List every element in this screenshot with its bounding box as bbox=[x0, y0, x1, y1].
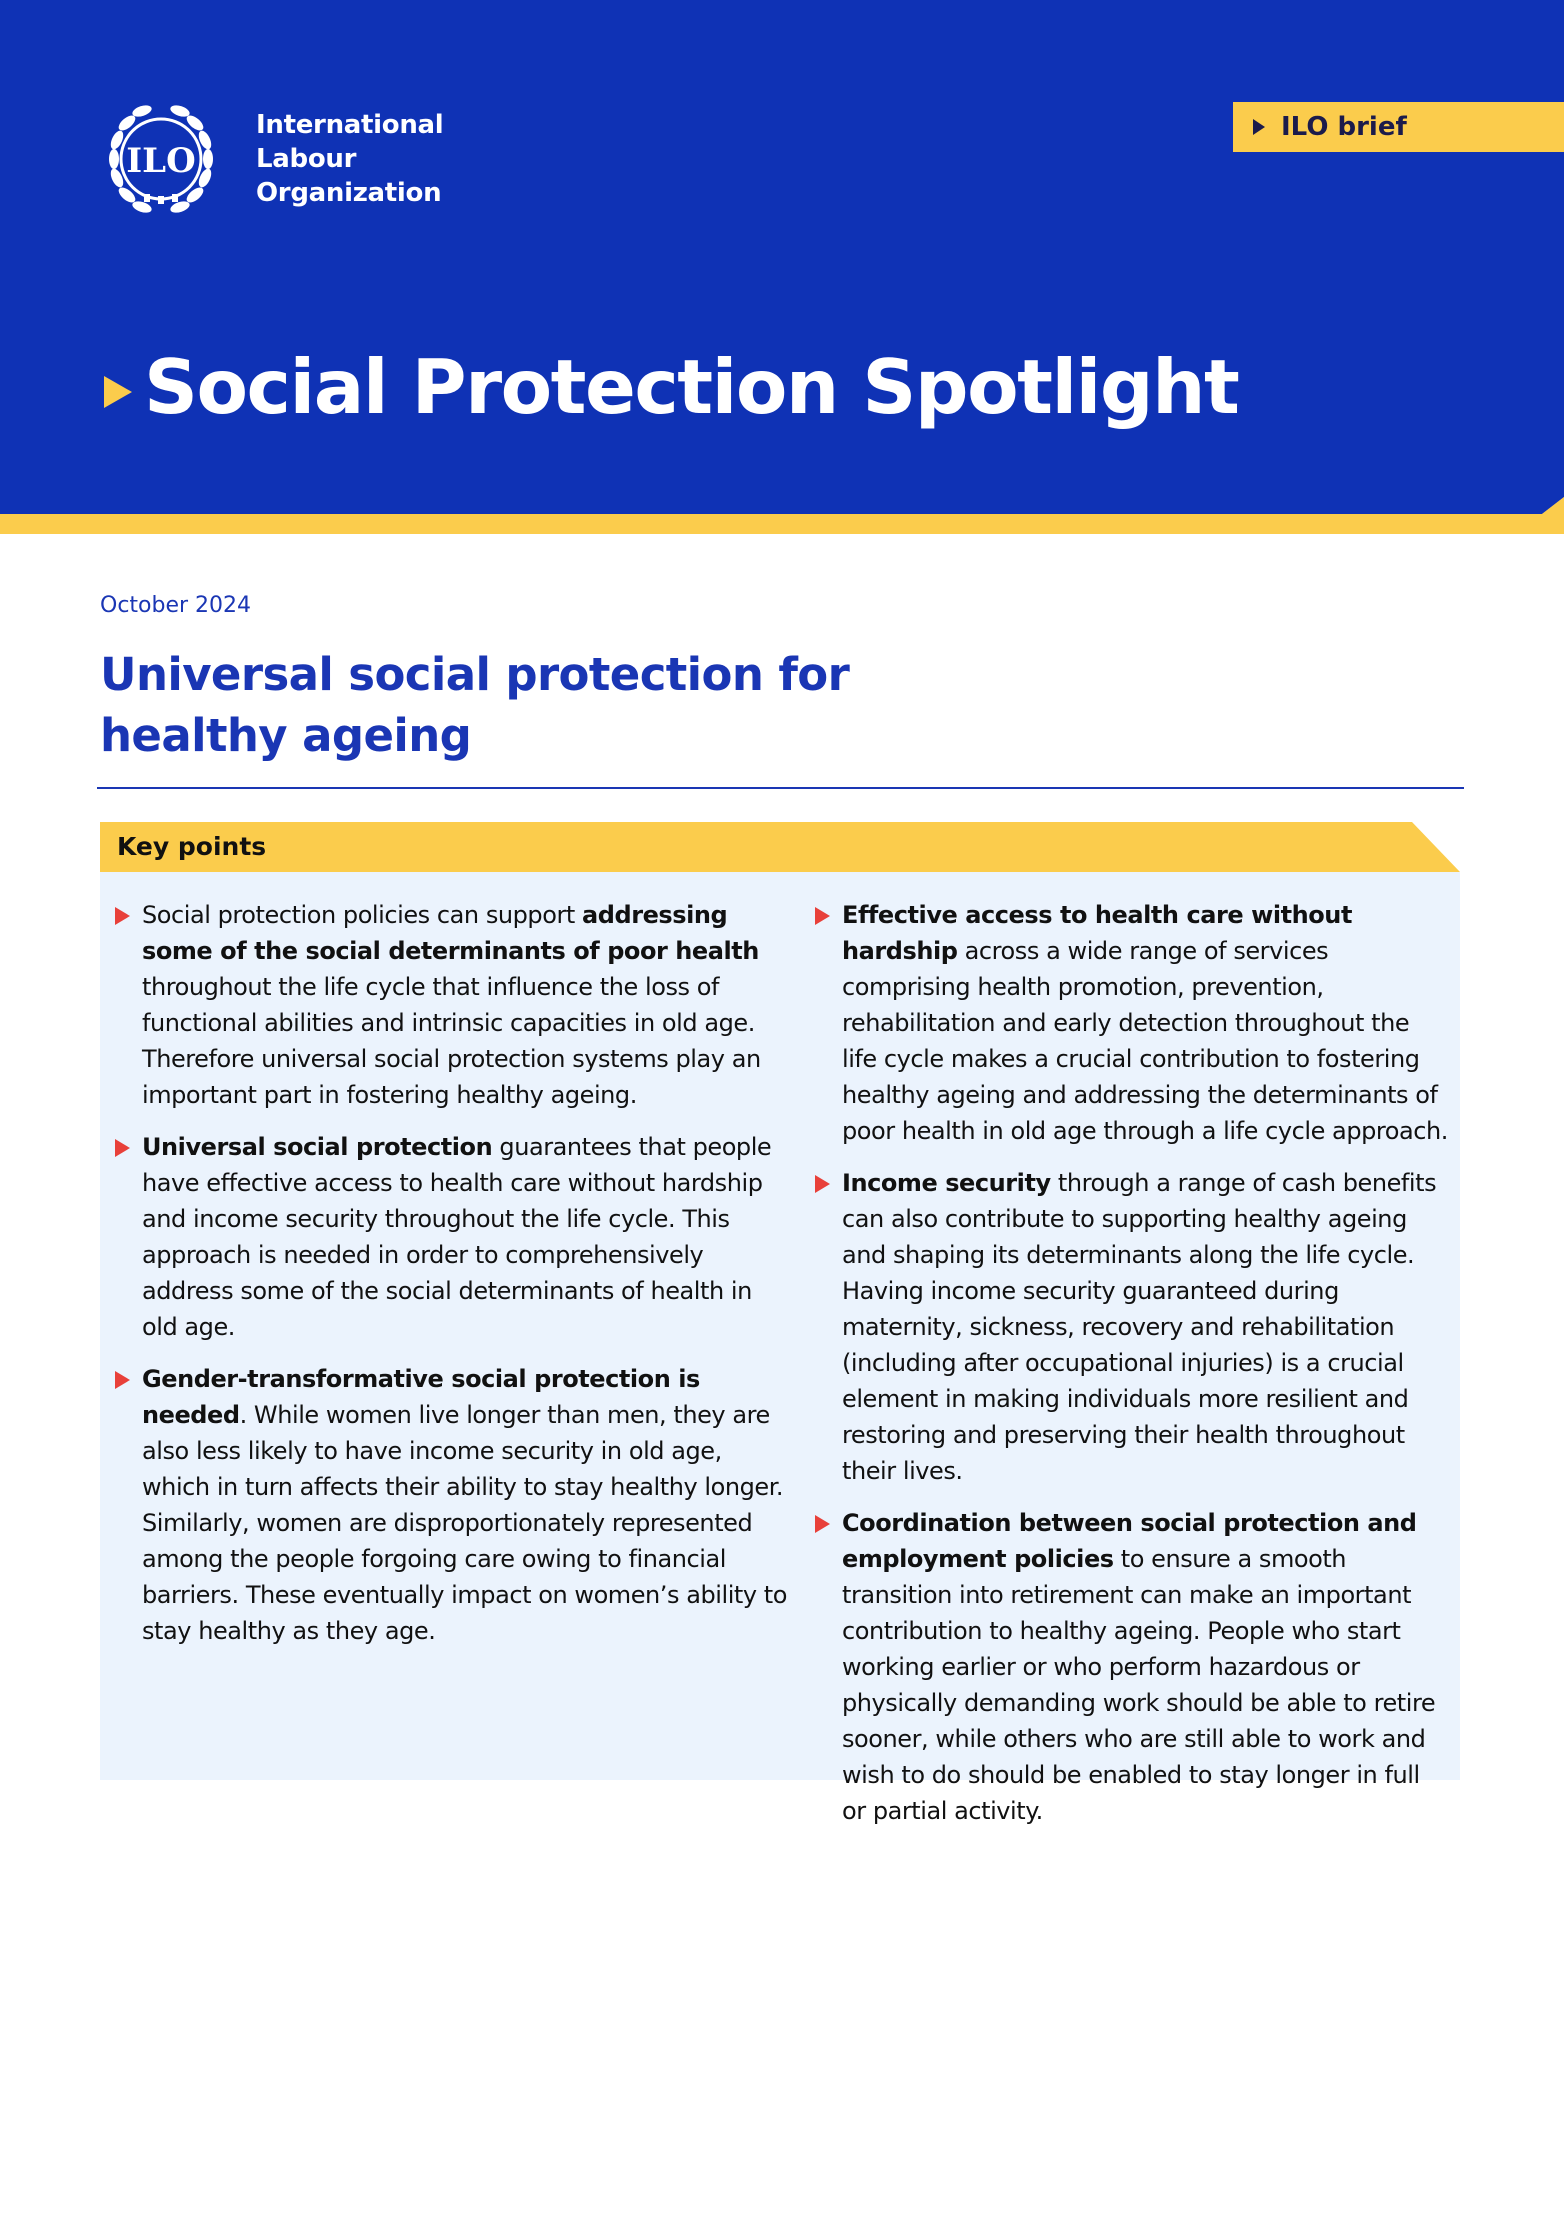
bullet-triangle-icon bbox=[815, 907, 830, 925]
list-item bbox=[810, 1165, 1450, 1489]
key-points-panel bbox=[100, 872, 1460, 1825]
bullet-triangle-icon bbox=[815, 1175, 830, 1193]
list-item bbox=[810, 1505, 1450, 1829]
header-band bbox=[0, 0, 1564, 534]
list-item bbox=[110, 1129, 790, 1345]
org-name bbox=[256, 108, 476, 210]
item-text: through a range of cash benefits can also contribute to supporting healthy ageing and shaping its determinants along the life cycle. Having income security guaranteed during maternity, sickness, recovery and rehabilitation (including after occupational injuries) is a crucial element in making individuals more resilient and restoring and preserving their health throughout their lives. bbox=[842, 1169, 1437, 1485]
item-text: across a wide range of services comprising health promotion, prevention, rehabilitation and early detection throughout the life cycle makes a crucial contribution to fostering healthy ageing and addressing the determinants of poor health in old age through a life cycle approach. bbox=[842, 937, 1448, 1145]
series-title bbox=[104, 343, 1239, 431]
brief-tag bbox=[1233, 102, 1564, 152]
publication-date: October 2024 bbox=[100, 593, 252, 618]
list-item bbox=[110, 1361, 790, 1649]
item-emphasis: Gender-transformative social protection is needed bbox=[142, 1365, 700, 1429]
ilo-logo bbox=[100, 98, 222, 220]
item-emphasis: Income security bbox=[842, 1169, 1051, 1197]
series-title-text: Social Protection Spotlight bbox=[144, 343, 1239, 431]
key-points-header-background bbox=[100, 822, 1460, 872]
title-divider bbox=[97, 787, 1464, 789]
item-text: . While women live longer than men, they are also less likely to have income security in old age, which in turn affects their ability to stay healthy longer. Similarly, women are disproportionately represented among the people forgoing care owing to financial barriers. These eventually impact on women’s ability to stay healthy as they age. bbox=[142, 1401, 788, 1645]
header-background bbox=[0, 0, 1564, 534]
page-title: Universal social protection for healthy ageing bbox=[100, 648, 850, 762]
item-text: to ensure a smooth transition into retirement can make an important contribution to healthy ageing. People who start working earlier or who perform hazardous or physically demanding work should be able to retire sooner, while others who are still able to work and wish to do should be enabled to stay longer in full or partial activity. bbox=[842, 1545, 1436, 1825]
key-points-header bbox=[100, 822, 1460, 872]
bullet-triangle-icon bbox=[115, 1371, 130, 1389]
bullet-triangle-icon bbox=[115, 1139, 130, 1157]
item-emphasis: Universal social protection bbox=[142, 1133, 493, 1161]
item-emphasis: Effective access to health care without hardship bbox=[842, 901, 1352, 965]
brief-tag-label: ILO brief bbox=[1281, 112, 1407, 142]
org-name-line-1: International bbox=[256, 110, 444, 140]
item-emphasis: Coordination between social protection and employment policies bbox=[842, 1509, 1417, 1573]
key-points-column-left bbox=[110, 897, 790, 1665]
org-name-line-2: Labour bbox=[256, 144, 357, 174]
bullet-triangle-icon bbox=[815, 1515, 830, 1533]
item-emphasis: addressing some of the social determinants of poor health bbox=[142, 901, 759, 965]
bullet-triangle-icon bbox=[115, 907, 130, 925]
key-points-heading: Key points bbox=[117, 832, 267, 861]
item-text: Social protection policies can support bbox=[142, 901, 582, 929]
play-triangle-icon bbox=[1253, 119, 1265, 135]
list-item bbox=[110, 897, 790, 1113]
org-name-line-3: Organization bbox=[256, 178, 442, 208]
logo-lettering: ILO bbox=[126, 141, 196, 181]
list-item bbox=[810, 897, 1450, 1149]
item-text: guarantees that people have effective access to health care without hardship and income security throughout the life cycle. This approach is needed in order to comprehensively address some of the social determinants of health in old age. bbox=[142, 1133, 772, 1341]
key-points-column-right bbox=[810, 897, 1450, 1845]
item-text: throughout the life cycle that influence the loss of functional abilities and intrinsic capacities in old age. Therefore universal social protection systems play an important part in fostering healthy ageing. bbox=[142, 973, 761, 1109]
play-triangle-icon bbox=[104, 376, 132, 408]
